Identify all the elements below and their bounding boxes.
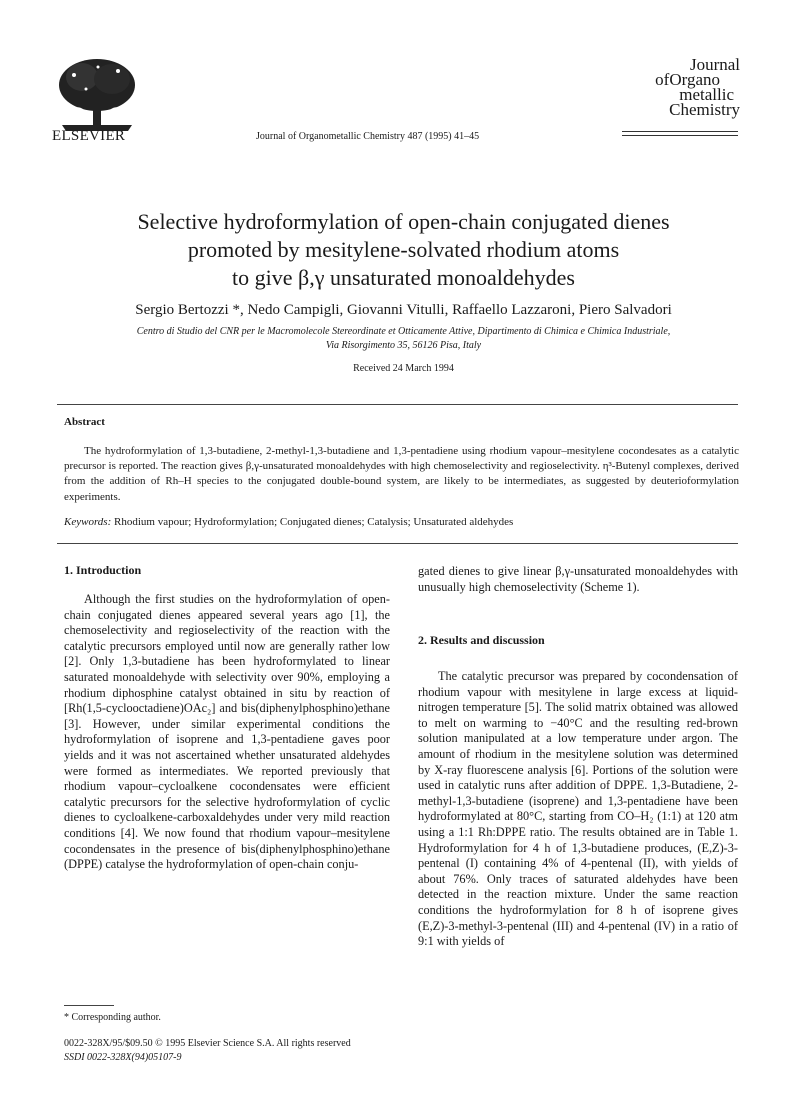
journal-logo-line: metallic [679, 85, 734, 104]
results-text: The catalytic precursor was prepared by cocondensation of rhodium vapour with mesitylene in large excess at liquid-nitrogen temperature [5]. The solid matrix obtained was allowed to melt on warming to −40°C and the resulting red-brown solution manipulated at a low temperature under argon. The amount of rhodium in the mesitylene solution was determined by X-ray fluorescene analysis [6]. Portions of the solution were used in catalytic runs after addition of DPPE. 1,3-Butadiene, 2-methyl-1,3-butadiene (isoprene) and 1,3-pentadiene have been hydroformylated at 80°C, starting from CO–H₂ (1:1) at 120 atm using a 1:1 Rh:DPPE ratio. The results obtained are in Table 1. Hydroformylation for 4 h of 1,3-butadiene produces, (E,Z)-3-pentenal (I) containing 4% of 4-pentenal (II), with yields of about 76%. Only traces of saturated aldehydes have been detected in the reaction mixture. Under the same reaction conditions the hydroformylation for 8 h of isoprene gives (E,Z)-3-methyl-3-pentenal (III) and 4-pentenal (IV) in a ratio of 9:1 with yields of [418, 669, 738, 949]
introduction-continued-text: gated dienes to give linear β,γ-unsaturated monoaldehydes with unusually high chemoselectivity (Scheme 1). [418, 564, 738, 594]
title-line: to give β,γ unsaturated monoaldehydes [232, 265, 575, 290]
section-heading-introduction: 1. Introduction [64, 563, 142, 577]
journal-citation: Journal of Organometallic Chemistry 487 (1995) 41–45 [256, 131, 480, 142]
top-rule [57, 404, 738, 405]
keywords-list: Rhodium vapour; Hydroformylation; Conjugated dienes; Catalysis; Unsaturated aldehydes [114, 516, 514, 528]
received-date: Received 24 March 1994 [353, 363, 454, 374]
journal-logo-line: Chemistry [669, 100, 740, 119]
affiliation-line: Centro di Studio del CNR per le Macromolecole Stereordinate et Otticamente Attive, Dipartimento di Chimica e Chimica Industriale, [136, 326, 671, 337]
journal-logo-rule [622, 135, 738, 136]
journal-logo-line: Journal [689, 55, 740, 74]
author-list: Sergio Bertozzi *, Nedo Campigli, Giovanni Vitulli, Raffaello Lazzaroni, Piero Salvadori [135, 302, 672, 318]
copyright [64, 1037, 351, 1065]
article-title [60, 208, 747, 292]
affiliation-line: Via Risorgimento 35, 56126 Pisa, Italy [325, 340, 482, 351]
publisher-name: ELSEVIER [52, 128, 126, 144]
keywords-label: Keywords: [64, 516, 112, 528]
keywords [64, 516, 513, 528]
title-line: Selective hydroformylation of open-chain conjugated dienes [137, 209, 670, 234]
abstract-text: The hydroformylation of 1,3-butadiene, 2-methyl-1,3-butadiene and 1,3-pentadiene using rhodium vapour–mesitylene cocondesates as a catalytic precursor is reported. The reaction gives β,γ-unsaturated monoaldehydes with high chemoselectivity and regioselectivity. η³-Butenyl complexes, derived from the addition of Rh–H species to the conjugated double-bound system, are likely to be intermediates, as suggested by deuterioformylation experiments. [64, 445, 739, 503]
elsevier-tree-logo [52, 55, 142, 133]
section-heading-results: 2. Results and discussion [418, 633, 545, 647]
affiliation [60, 325, 747, 353]
footnote: * Corresponding author. [64, 1012, 161, 1023]
abstract-bottom-rule [57, 543, 738, 544]
ssdi-line: SSDI 0022-328X(94)05107-9 [64, 1052, 182, 1063]
journal-logo [612, 57, 740, 117]
journal-logo-line: ofOrgano [655, 70, 720, 89]
introduction-text: Although the first studies on the hydroformylation of open-chain conjugated dienes appeared several years ago [1], the chemoselectivity and regioselectivity of the reaction with the catalytic precursors employed until now are generally rather low [2]. Only 1,3-butadiene has been hydroformylated to linear saturated monoaldehyde with selectivity over 90%, employing a rhodium diphosphine catalyst obtained in situ by reaction of [Rh(1,5-cyclooctadiene)OAc₂] and bis(diphenylphosphino)ethane [3]. However, under similar experimental conditions the hydroformylation of isoprene and 1,3-pentadiene gaves poor yields and it was not ascertained whether unsaturated aldehydes were formed as intermediates. We reported previously that rhodium vapour–cycloalkene cocondensates were efficient catalytic precursors for the selective hydroformylation of cyclic dienes to cycloalkene-carboxaldehydes under very mild reaction conditions [4]. We now found that rhodium vapour–mesitylene cocondensates in the presence of bis(diphenylphosphino)ethane (DPPE) catalyse the hydroformylation of open-chain conju- [64, 592, 390, 872]
title-line: promoted by mesitylene-solvated rhodium atoms [187, 237, 620, 262]
abstract-heading: Abstract [64, 416, 105, 428]
journal-logo-rule [622, 131, 738, 132]
copyright-line: 0022-328X/95/$09.50 © 1995 Elsevier Science S.A. All rights reserved [64, 1038, 351, 1049]
footnote-rule [64, 1005, 114, 1006]
